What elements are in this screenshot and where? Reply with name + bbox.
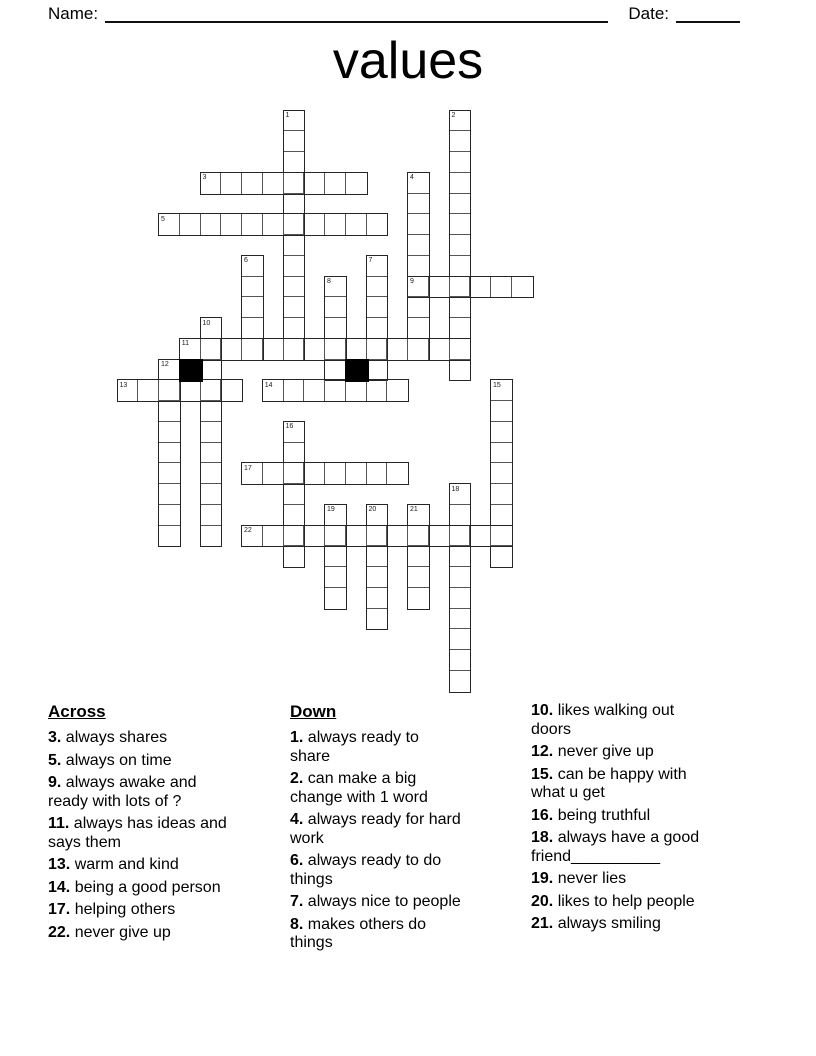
answer-cell[interactable] [450,505,471,526]
answer-cell[interactable] [304,463,325,484]
clue-line: 4. always ready for hard [290,811,461,828]
answer-cell[interactable] [346,463,367,484]
cell-number-9: 9 [410,278,414,285]
answer-cell[interactable] [180,214,201,235]
answer-cell[interactable] [201,443,222,464]
clue-down-21 [531,915,786,934]
cell-number-17: 17 [244,464,252,472]
clue-line: 16. being truthful [531,806,651,824]
answer-cell[interactable] [201,380,222,401]
answer-cell[interactable] [491,484,512,505]
answer-cell[interactable] [284,131,305,152]
answer-cell[interactable] [201,422,222,443]
cell-number-11: 11 [181,340,190,348]
clue-line: 5. always on time [48,751,172,769]
clue-line: 13. warm and kind [48,856,179,873]
clue-line: doors [531,720,572,738]
answer-cell[interactable] [491,505,512,526]
answer-cell[interactable] [491,277,512,298]
clue-down-1 [290,729,516,766]
word-5-across [158,213,388,236]
answer-cell[interactable] [367,360,388,381]
answer-cell[interactable] [242,277,263,298]
answer-cell[interactable] [346,339,367,360]
clue-number: 2. [290,770,304,787]
answer-cell[interactable] [304,526,325,547]
answer-cell[interactable] [367,277,388,298]
answer-cell[interactable] [201,463,222,484]
answer-cell[interactable] [325,546,346,567]
answer-cell[interactable] [450,131,471,152]
clue-line: 12. never give up [531,743,654,760]
answer-cell[interactable] [367,297,388,318]
clue-down-10 [531,702,786,739]
down-clue-list [290,729,516,953]
answer-cell[interactable] [325,297,346,318]
word-11-across [179,338,472,361]
answer-cell[interactable] [325,360,346,381]
answer-cell[interactable] [450,214,471,235]
clue-down-8 [290,916,516,953]
cell-number-1: 1 [285,112,290,119]
clue-number: 1. [290,729,304,746]
clue-across-17 [48,901,284,920]
clue-line: ready with lots of ? [48,792,182,810]
answer-cell[interactable] [367,463,388,484]
clue-line: things [290,870,333,888]
clue-line: 1. always ready to [290,729,419,746]
answer-cell[interactable] [429,526,450,547]
answer-cell[interactable] [263,214,284,235]
answer-cell[interactable] [450,609,471,630]
cell-number-13: 13 [119,381,128,389]
answer-cell[interactable] [201,505,222,526]
cell-number-16: 16 [285,423,294,431]
answer-cell[interactable] [450,277,471,298]
answer-cell[interactable] [138,380,159,401]
cell-number-12: 12 [161,361,169,368]
down-clues-column [290,702,516,957]
answer-cell[interactable] [284,173,305,194]
clue-down-15 [531,766,786,803]
answer-cell[interactable] [284,277,305,298]
clue-line: 20. likes to help people [531,892,695,910]
clue-line: 19. never lies [531,870,627,887]
answer-cell[interactable] [429,277,450,298]
answer-cell[interactable] [367,214,388,235]
clue-down-18 [531,829,786,866]
answer-cell[interactable] [159,422,180,443]
cell-number-4: 4 [410,174,414,182]
cell-number-3: 3 [202,174,207,182]
cell-number-8: 8 [327,278,331,285]
answer-cell[interactable] [221,380,242,401]
answer-cell[interactable] [387,526,408,547]
answer-cell[interactable] [367,318,388,339]
answer-cell[interactable] [408,588,429,609]
answer-cell[interactable] [159,401,180,422]
cell-number-15: 15 [493,381,501,389]
answer-cell[interactable] [491,443,512,464]
answer-cell[interactable] [159,505,180,526]
clue-number: 18. [531,829,554,846]
answer-cell[interactable] [346,380,367,401]
answer-cell[interactable] [450,297,471,318]
clue-down-7 [290,893,516,912]
clue-across-9 [48,774,284,811]
answer-cell[interactable] [242,318,263,339]
answer-cell[interactable] [450,671,471,692]
answer-cell[interactable] [242,339,263,360]
clue-number: 11. [48,815,70,832]
answer-cell[interactable] [346,214,367,235]
answer-cell[interactable] [304,173,325,194]
answer-cell[interactable] [325,463,346,484]
black-cell [345,359,369,383]
answer-cell[interactable] [450,360,471,381]
clue-line: change with 1 word [290,788,428,806]
answer-cell[interactable] [491,526,512,547]
clue-line: what u get [531,784,605,801]
answer-cell[interactable] [159,380,180,401]
answer-cell[interactable] [201,339,222,360]
word-21-down [407,504,430,610]
answer-cell[interactable] [408,297,429,318]
clue-line: 7. always nice to people [290,893,461,910]
answer-cell[interactable] [263,463,284,484]
answer-cell[interactable] [201,526,222,547]
answer-cell[interactable] [450,339,471,360]
clue-number: 8. [290,915,304,933]
clue-number: 15. [531,765,554,783]
clue-number: 16. [531,806,554,824]
clue-line: share [290,747,331,765]
answer-cell[interactable] [450,588,471,609]
clue-line: work [290,829,324,847]
answer-cell[interactable] [325,567,346,588]
answer-cell[interactable] [284,526,305,547]
clue-number: 22. [48,923,71,941]
clue-down-6 [290,852,516,889]
word-17-across [241,462,409,485]
answer-cell[interactable] [408,256,429,277]
answer-cell[interactable] [450,256,471,277]
clue-number: 14. [48,878,71,896]
answer-cell[interactable] [201,401,222,422]
answer-cell[interactable] [325,588,346,609]
word-3-across [200,172,368,195]
clue-number: 4. [290,811,304,828]
word-19-down [324,504,347,610]
clue-line: 10. likes walking out [531,702,675,719]
answer-cell[interactable] [491,463,512,484]
answer-cell[interactable] [387,380,408,401]
across-clue-list [48,729,284,942]
answer-cell[interactable] [284,463,305,484]
answer-cell[interactable] [221,214,242,235]
black-cell [179,359,203,383]
clue-line: friend__________ [531,847,661,865]
cell-number-20: 20 [368,506,377,514]
answer-cell[interactable] [408,214,429,235]
clue-across-22 [48,924,284,943]
word-13-across [117,379,244,402]
answer-cell[interactable] [325,214,346,235]
answer-cell[interactable] [284,297,305,318]
answer-cell[interactable] [304,380,325,401]
clue-down-2 [290,770,516,807]
answer-cell[interactable] [408,318,429,339]
clue-number: 12. [531,743,554,760]
answer-cell[interactable] [263,339,284,360]
across-heading: Across [48,702,106,721]
clue-line: 15. can be happy with [531,765,687,783]
word-8-down [324,276,347,382]
clue-line: 17. helping others [48,901,176,918]
cell-number-21: 21 [410,506,418,514]
clue-across-5 [48,752,284,771]
clue-number: 10. [531,702,554,719]
answer-cell[interactable] [201,360,222,381]
answer-cell[interactable] [408,567,429,588]
clue-across-13 [48,856,284,875]
word-9-across [407,276,534,299]
down-clues-continued-column [531,702,786,938]
clue-across-3 [48,729,284,748]
answer-cell[interactable] [450,194,471,215]
word-22-across [241,525,513,548]
answer-cell[interactable] [304,339,325,360]
answer-cell[interactable] [242,214,263,235]
answer-cell[interactable] [159,463,180,484]
answer-cell[interactable] [325,526,346,547]
cell-number-5: 5 [161,215,165,223]
answer-cell[interactable] [450,173,471,194]
answer-cell[interactable] [367,567,388,588]
answer-cell[interactable] [201,484,222,505]
clue-line: 14. being a good person [48,878,221,896]
answer-cell[interactable] [450,235,471,256]
answer-cell[interactable] [325,380,346,401]
answer-cell[interactable] [367,609,388,630]
answer-cell[interactable] [159,443,180,464]
answer-cell[interactable] [263,526,284,547]
word-14-across [262,379,409,402]
answer-cell[interactable] [491,401,512,422]
answer-cell[interactable] [408,235,429,256]
clue-number: 13. [48,856,71,873]
cell-number-7: 7 [368,257,373,265]
word-4-down [407,172,430,361]
clue-line: 9. always awake and [48,774,197,791]
answer-cell[interactable] [284,339,305,360]
down-clue-list-continued [531,702,786,934]
answer-cell[interactable] [284,194,305,215]
clue-line: 11. always has ideas and [48,815,227,832]
date-label: Date: [628,4,669,23]
clue-number: 17. [48,901,71,918]
answer-cell[interactable] [346,173,367,194]
answer-cell[interactable] [450,629,471,650]
clue-down-20 [531,893,786,912]
answer-cell[interactable] [284,505,305,526]
answer-cell[interactable] [325,339,346,360]
clue-number: 9. [48,774,62,791]
answer-cell[interactable] [346,526,367,547]
answer-cell[interactable] [284,546,305,567]
answer-cell[interactable] [367,380,388,401]
answer-cell[interactable] [470,526,491,547]
answer-cell[interactable] [450,650,471,671]
answer-cell[interactable] [450,318,471,339]
answer-cell[interactable] [450,546,471,567]
answer-cell[interactable] [429,339,450,360]
answer-cell[interactable] [387,463,408,484]
name-label: Name: [48,4,99,23]
answer-cell[interactable] [304,214,325,235]
word-18-down [449,483,472,693]
answer-cell[interactable] [284,318,305,339]
word-7-down [366,255,389,382]
clue-number: 7. [290,893,304,910]
clue-line: says them [48,833,121,851]
answer-cell[interactable] [491,422,512,443]
clue-down-16 [531,807,786,826]
clue-line: 21. always smiling [531,915,661,932]
word-20-down [366,504,389,631]
clue-line: 3. always shares [48,729,168,746]
cell-number-14: 14 [264,381,273,389]
answer-cell[interactable] [512,277,533,298]
answer-cell[interactable] [367,588,388,609]
answer-cell[interactable] [159,526,180,547]
answer-cell[interactable] [242,173,263,194]
across-clues-column [48,702,284,946]
answer-cell[interactable] [387,339,408,360]
answer-cell[interactable] [367,339,388,360]
answer-cell[interactable] [470,277,491,298]
answer-cell[interactable] [325,318,346,339]
clue-number: 21. [531,915,554,932]
answer-cell[interactable] [201,214,222,235]
clue-line: 18. always have a good [531,829,700,846]
answer-cell[interactable] [284,443,305,464]
cell-number-10: 10 [202,319,211,327]
answer-cell[interactable] [408,194,429,215]
clue-down-19 [531,870,786,889]
answer-cell[interactable] [450,567,471,588]
answer-cell[interactable] [408,546,429,567]
cell-number-18: 18 [451,485,460,493]
answer-cell[interactable] [284,235,305,256]
answer-cell[interactable] [263,173,284,194]
clue-across-11 [48,815,284,852]
clue-line: 2. can make a big [290,770,417,787]
cell-number-22: 22 [244,527,252,534]
answer-cell[interactable] [221,339,242,360]
answer-cell[interactable] [367,526,388,547]
answer-cell[interactable] [180,380,201,401]
clue-line: things [290,934,333,951]
answer-cell[interactable] [408,339,429,360]
answer-cell[interactable] [408,526,429,547]
cell-number-6: 6 [244,257,248,265]
answer-cell[interactable] [284,214,305,235]
cell-number-19: 19 [327,506,335,514]
clue-down-12 [531,743,786,762]
cell-number-2: 2 [451,112,456,119]
answer-cell[interactable] [491,546,512,567]
puzzle-title: values [332,32,484,90]
answer-cell[interactable] [284,152,305,173]
answer-cell[interactable] [367,546,388,567]
clue-line: 6. always ready to do [290,852,442,869]
clue-number: 3. [48,729,62,746]
answer-cell[interactable] [450,526,471,547]
answer-cell[interactable] [159,484,180,505]
answer-cell[interactable] [284,380,305,401]
answer-cell[interactable] [242,297,263,318]
clue-line: 8. makes others do [290,915,427,933]
clue-number: 20. [531,892,554,910]
clue-line: 22. never give up [48,923,171,941]
answer-cell[interactable] [221,173,242,194]
clue-across-14 [48,879,284,898]
answer-cell[interactable] [450,152,471,173]
answer-cell[interactable] [284,484,305,505]
down-heading: Down [290,702,337,721]
clue-number: 19. [531,870,554,887]
answer-cell[interactable] [284,256,305,277]
answer-cell[interactable] [325,173,346,194]
clue-down-4 [290,811,516,848]
clue-number: 5. [48,751,62,769]
clue-number: 6. [290,852,304,869]
